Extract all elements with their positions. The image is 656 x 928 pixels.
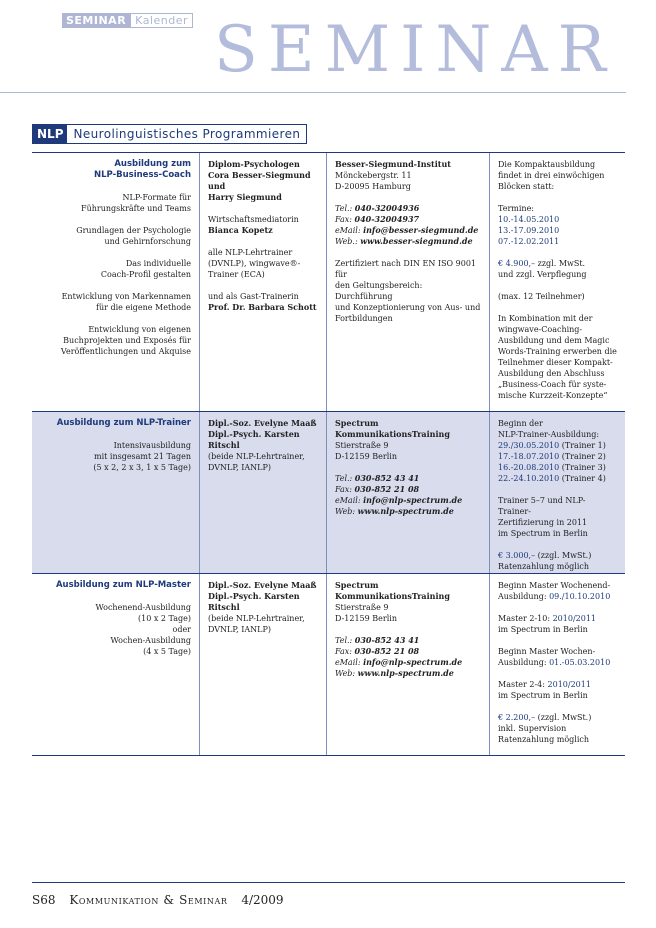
course-desc: mit insgesamt 21 Tagen <box>93 452 191 461</box>
course-desc: Coach-Profil gestalten <box>100 270 191 279</box>
date: 13.-17.09.2010 <box>498 226 560 235</box>
price: € 2.200,– (zzgl. MwSt.) <box>498 713 592 722</box>
course-desc: (10 x 2 Tage) <box>138 614 191 623</box>
info-line: Ratenzahlung möglich <box>498 735 590 744</box>
course-title: Ausbildung zum NLP-Trainer <box>56 418 191 428</box>
info-line: Trainer 5–7 und NLP-Trainer- <box>498 496 586 516</box>
institute-name: Spectrum KommunikationsTraining <box>335 418 450 439</box>
info-line: mische Kurzzeit-Konzepte“ <box>498 391 608 400</box>
date: 07.-12.02.2011 <box>498 237 560 246</box>
dates-cell <box>490 153 625 411</box>
section-abbr: NLP <box>33 125 67 143</box>
institute-tel: Tel.: 040-32004936 <box>335 203 420 213</box>
institute-fax: Fax: 030-852 21 08 <box>335 484 420 494</box>
institute-street: Mönckebergstr. 11 <box>335 171 412 180</box>
institute-name: Spectrum KommunikationsTraining <box>335 580 450 601</box>
course-desc: (4 x 5 Tage) <box>143 647 191 656</box>
course-desc: Veröffentlichungen und Akquise <box>60 347 191 356</box>
trainer-line: Trainer (ECA) <box>208 270 265 279</box>
institute-name: Besser-Siegmund-Institut <box>335 159 451 169</box>
magazine-name: Kommunikation & Seminar <box>69 893 228 907</box>
institute-email[interactable]: eMail: info@besser-siegmund.de <box>335 225 479 235</box>
info-line: im Spectrum in Berlin <box>498 625 588 634</box>
issue-number: 4/2009 <box>241 893 284 907</box>
trainer-line: Harry Siegmund <box>208 192 282 202</box>
institute-email[interactable]: eMail: info@nlp-spectrum.de <box>335 657 463 667</box>
info-line: im Spectrum in Berlin <box>498 529 588 538</box>
info-line: im Spectrum in Berlin <box>498 691 588 700</box>
info-line: und zzgl. Verpflegung <box>498 270 587 279</box>
trainer-line: DVNLP, IANLP) <box>208 463 271 472</box>
trainer-line: Diplom-Psychologen <box>208 159 300 169</box>
top-rule <box>0 92 626 93</box>
institute-city: D-12159 Berlin <box>335 614 397 623</box>
institute-web[interactable]: Web: www.nlp-spectrum.de <box>335 506 454 516</box>
cert-line: Fortbildungen <box>335 314 393 323</box>
info-line: Ausbildung und dem Magic <box>498 336 610 345</box>
info-line: Ratenzahlung möglich <box>498 562 590 571</box>
price: € 3.000,– (zzgl. MwSt.) <box>498 551 592 560</box>
course-desc: für die eigene Methode <box>96 303 191 312</box>
header-tag <box>62 14 193 27</box>
footer <box>32 893 294 907</box>
trainer-line: Dipl.-Psych. Karsten Ritschl <box>208 429 300 450</box>
course-desc: oder <box>172 625 191 634</box>
date-line: 22.-24.10.2010 (Trainer 4) <box>498 474 606 483</box>
course-desc: Das individuelle <box>125 259 191 268</box>
date: 10.-14.05.2010 <box>498 215 560 224</box>
info-line: Teilnehmer dieser Kompakt- <box>498 358 613 367</box>
date-line: Master 2-4: 2010/2011 <box>498 680 591 689</box>
institute-tel: Tel.: 030-852 43 41 <box>335 635 420 645</box>
info-line: Die Kompaktausbildung <box>498 160 596 169</box>
course-desc: Führungskräfte und Teams <box>81 204 191 213</box>
course-desc: Intensivausbildung <box>113 441 191 450</box>
course-desc: Wochen-Ausbildung <box>110 636 191 645</box>
course-title: Ausbildung zum NLP-Master <box>55 580 191 590</box>
info-line: Beginn Master Wochen- <box>498 647 596 656</box>
trainer-line: (beide NLP-Lehrtrainer, <box>208 614 305 623</box>
course-desc: Entwicklung von Markennamen <box>61 292 191 301</box>
course-desc: Entwicklung von eigenen <box>88 325 191 334</box>
termine-label: Termine: <box>498 204 534 213</box>
trainer-line: alle NLP-Lehrtrainer <box>208 248 293 257</box>
institute-street: Stierstraße 9 <box>335 603 389 612</box>
info-line: (max. 12 Teilnehmer) <box>498 292 585 301</box>
course-desc: NLP-Formate für <box>122 193 191 202</box>
seminar-table <box>32 152 625 756</box>
cert-line: Zertifiziert nach DIN EN ISO 9001 für <box>335 259 477 279</box>
table-row <box>32 153 625 412</box>
institute-tel: Tel.: 030-852 43 41 <box>335 473 420 483</box>
info-line: inkl. Supervision <box>498 724 567 733</box>
institute-fax: Fax: 030-852 21 08 <box>335 646 420 656</box>
course-cell <box>32 412 200 573</box>
info-line: „Business-Coach für syste- <box>498 380 607 389</box>
trainer-line: Cora Besser-Siegmund und <box>208 170 311 191</box>
info-line: NLP-Trainer-Ausbildung: <box>498 430 600 439</box>
trainer-line: Bianca Kopetz <box>208 225 273 235</box>
price: € 4.900,– zzgl. MwSt. <box>498 259 586 268</box>
info-line: In Kombination mit der <box>498 314 593 323</box>
big-title: SEMINAR <box>214 13 616 87</box>
info-line: findet in drei einwöchigen <box>498 171 605 180</box>
trainer-line: Dipl.-Psych. Karsten Ritschl <box>208 591 300 612</box>
course-desc: Grundlagen der Psychologie <box>76 226 191 235</box>
footer-rule <box>32 882 625 883</box>
institute-street: Stierstraße 9 <box>335 441 389 450</box>
trainer-line: Prof. Dr. Barbara Schott <box>208 302 317 312</box>
info-line: Zertifizierung in 2011 <box>498 518 588 527</box>
section-heading <box>32 124 307 144</box>
info-line: Words-Training erwerben die <box>498 347 617 356</box>
trainer-line: Dipl.-Soz. Evelyne Maaß <box>208 418 317 428</box>
info-line: Beginn der <box>498 419 543 428</box>
institute-cell <box>327 574 490 755</box>
trainer-cell <box>200 412 327 573</box>
header-tag-kalender: Kalender <box>130 13 193 28</box>
institute-web[interactable]: Web.: www.besser-siegmund.de <box>335 236 473 246</box>
date-line: 17.-18.07.2010 (Trainer 2) <box>498 452 606 461</box>
header-tag-seminar: SEMINAR <box>62 13 130 28</box>
info-line: Ausbildung den Abschluss <box>498 369 605 378</box>
trainer-line: Wirtschaftsmediatorin <box>208 215 299 224</box>
date-line: Ausbildung: 09./10.10.2010 <box>498 592 611 601</box>
trainer-line: (beide NLP-Lehrtrainer, <box>208 452 305 461</box>
dates-cell <box>490 574 625 755</box>
info-line: wingwave-Coaching- <box>498 325 583 334</box>
date-line: Ausbildung: 01.-05.03.2010 <box>498 658 611 667</box>
institute-cell <box>327 153 490 411</box>
institute-city: D-20095 Hamburg <box>335 182 411 191</box>
trainer-cell <box>200 153 327 411</box>
info-line: Blöcken statt: <box>498 182 555 191</box>
trainer-line: DVNLP, IANLP) <box>208 625 271 634</box>
trainer-line: und als Gast-Trainerin <box>208 292 299 301</box>
course-desc: und Gehirnforschung <box>104 237 191 246</box>
trainer-cell <box>200 574 327 755</box>
date-line: Master 2-10: 2010/2011 <box>498 614 597 623</box>
institute-web[interactable]: Web: www.nlp-spectrum.de <box>335 668 454 678</box>
institute-city: D-12159 Berlin <box>335 452 397 461</box>
course-title: Ausbildung zum <box>114 159 191 169</box>
dates-cell <box>490 412 625 573</box>
table-row <box>32 574 625 756</box>
institute-email[interactable]: eMail: info@nlp-spectrum.de <box>335 495 463 505</box>
course-cell <box>32 153 200 411</box>
date-line: 29./30.05.2010 (Trainer 1) <box>498 441 606 450</box>
page-number: S68 <box>32 893 56 907</box>
date-line: 16.-20.08.2010 (Trainer 3) <box>498 463 606 472</box>
course-title: NLP-Business-Coach <box>93 170 191 180</box>
cert-line: den Geltungsbereich: Durchführung <box>335 281 423 301</box>
info-line: Beginn Master Wochenend- <box>498 581 611 590</box>
institute-fax: Fax: 040-32004937 <box>335 214 420 224</box>
course-desc: Buchprojekten und Exposés für <box>63 336 191 345</box>
cert-line: und Konzeptionierung von Aus- und <box>335 303 481 312</box>
course-desc: (5 x 2, 2 x 3, 1 x 5 Tage) <box>93 463 191 472</box>
course-cell <box>32 574 200 755</box>
course-desc: Wochenend-Ausbildung <box>95 603 191 612</box>
table-row <box>32 412 625 574</box>
institute-cell <box>327 412 490 573</box>
section-title: Neurolinguistisches Programmieren <box>73 127 301 141</box>
trainer-line: (DVNLP), wingwave®- <box>208 259 301 268</box>
trainer-line: Dipl.-Soz. Evelyne Maaß <box>208 580 317 590</box>
